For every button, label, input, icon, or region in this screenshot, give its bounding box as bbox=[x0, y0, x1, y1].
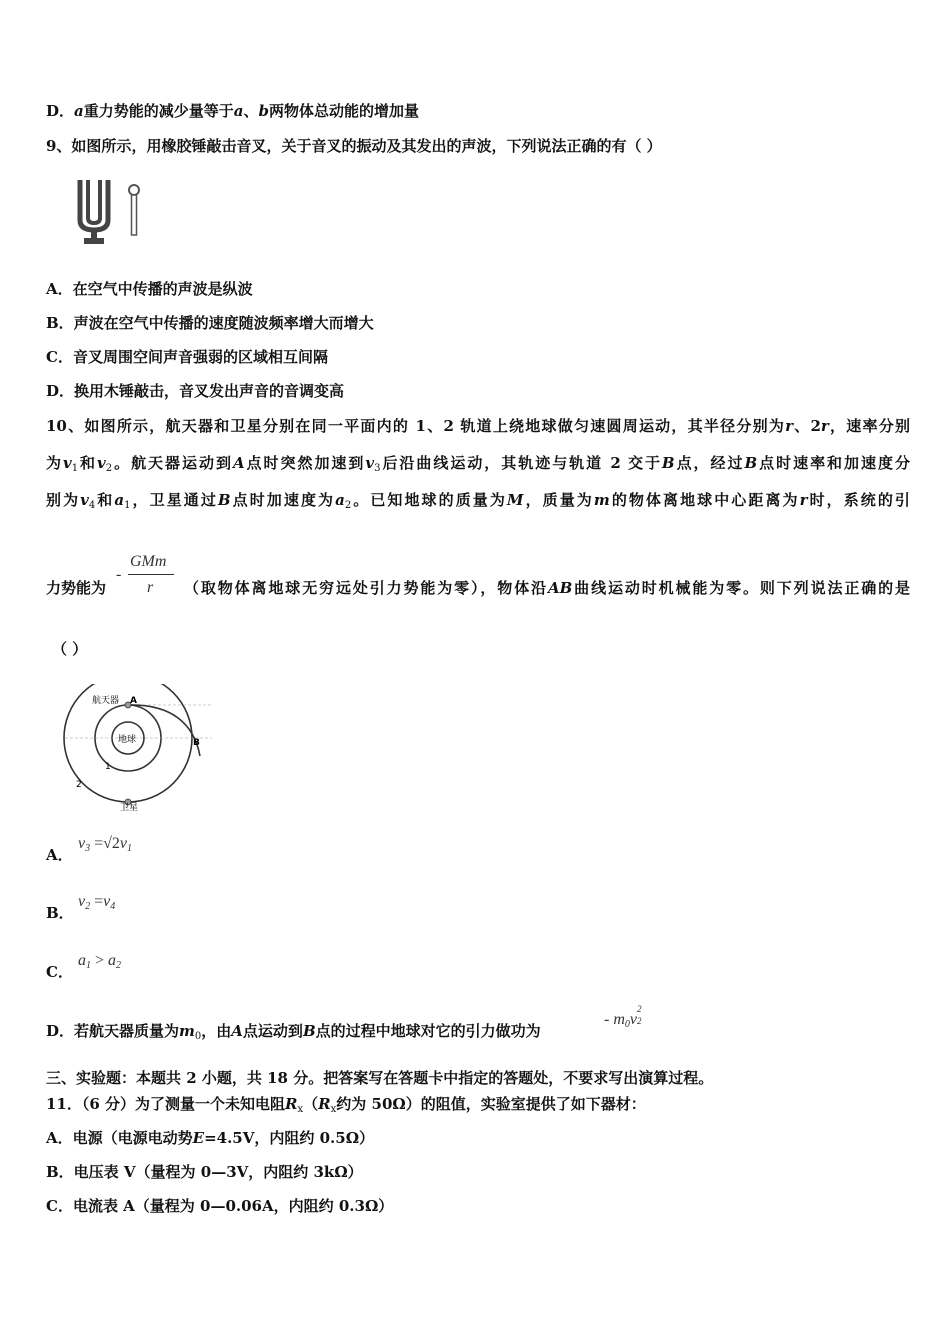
q10-option-a: A． bbox=[46, 846, 73, 864]
q8-option-d: D．a重力势能的减少量等于a、b两物体总动能的增加量 bbox=[46, 102, 420, 120]
label-earth: 地球 bbox=[118, 735, 137, 745]
label-orbit-1: 1 bbox=[105, 762, 111, 772]
orbit-diagram bbox=[62, 684, 222, 814]
q10-option-d-formula: - $m_0v$ 2 2 bbox=[604, 1004, 642, 1030]
label-satellite: 卫星 bbox=[120, 803, 139, 813]
q10-option-c: C． bbox=[46, 963, 73, 981]
q11-option-b: B．电压表 V（量程为 0—3V，内阻约 3kΩ） bbox=[46, 1163, 363, 1181]
fraction-denominator: r bbox=[147, 579, 154, 596]
q10-option-c-formula: $a_1 > a_2$ bbox=[78, 952, 122, 971]
q11-option-a: A．电源（电源电动势E=4.5V，内阻约 0.5Ω） bbox=[46, 1129, 375, 1147]
q10-option-a-formula: $v_3 =√2v_1$ bbox=[78, 835, 133, 854]
q9-option-b: B．声波在空气中传播的速度随波频率增大而增大 bbox=[46, 314, 374, 332]
fraction-numerator: GMm bbox=[130, 553, 167, 570]
q10-option-b: B． bbox=[46, 904, 74, 922]
q10-option-d: D．若航天器质量为$m_0$，由A点运动到B点的过程中地球对它的引力做功为 bbox=[46, 1022, 541, 1042]
q10-line4-start: 力势能为 bbox=[46, 579, 107, 597]
q10-answer-paren: （ ） bbox=[52, 640, 88, 658]
q9-stem: 9、如图所示，用橡胶锤敲击音叉，关于音叉的振动及其发出的声波，下列说法正确的有（ ） bbox=[46, 137, 662, 155]
section-3-heading: 三、实验题：本题共 2 小题，共 18 分。把答案写在答题卡中指定的答题处，不要求写出演算过程。 bbox=[46, 1069, 714, 1087]
q10-line4-rest: （取物体离地球无穷远处引力势能为零），物体沿AB曲线运动时机械能为零。则下列说法正确的是 bbox=[184, 579, 910, 597]
q9-option-c: C．音叉周围空间声音强弱的区域相互间隔 bbox=[46, 348, 328, 366]
tuning-fork-figure bbox=[74, 178, 146, 248]
q11-option-c: C．电流表 A（量程为 0—0.06A，内阻约 0.3Ω） bbox=[46, 1197, 394, 1215]
fraction-minus: - bbox=[116, 566, 122, 583]
label-b: B bbox=[193, 738, 200, 748]
q10-line1: 10、如图所示，航天器和卫星分别在同一平面内的 1、2 轨道上绕地球做匀速圆周运动，其半径分别为r、2r，速率分别 bbox=[46, 417, 910, 435]
fraction-bar bbox=[128, 574, 174, 575]
q10-option-b-formula: $v_2 =v_4$ bbox=[78, 893, 116, 912]
q9-option-d: D．换用木锤敲击，音叉发出声音的音调变高 bbox=[46, 382, 345, 400]
label-orbit-2: 2 bbox=[76, 780, 82, 790]
trajectory-ab bbox=[128, 705, 200, 756]
q10-line3: 别为$v_4$和$a_1$，卫星通过B点时加速度为$a_2$。已知地球的质量为M，质量为m的物体离地球中心距离为r时，系统的引 bbox=[46, 491, 910, 511]
label-a: A bbox=[130, 696, 137, 706]
label-spacecraft: 航天器 bbox=[92, 696, 120, 706]
q11-stem: 11．（6 分）为了测量一个未知电阻$R_x(R_x$约为 50Ω）的阻值，实验室提供了如下器材： bbox=[46, 1095, 646, 1115]
q9-option-a: A．在空气中传播的声波是纵波 bbox=[46, 280, 253, 298]
tuning-fork-icon bbox=[80, 180, 108, 244]
q10-line2: 为$v_1$和$v_2$。航天器运动到A点时突然加速到$v_3$后沿曲线运动，其轨迹与轨道 2 交于B点，经过B点时速率和加速度分 bbox=[46, 454, 910, 474]
rubber-mallet-icon bbox=[129, 185, 139, 235]
